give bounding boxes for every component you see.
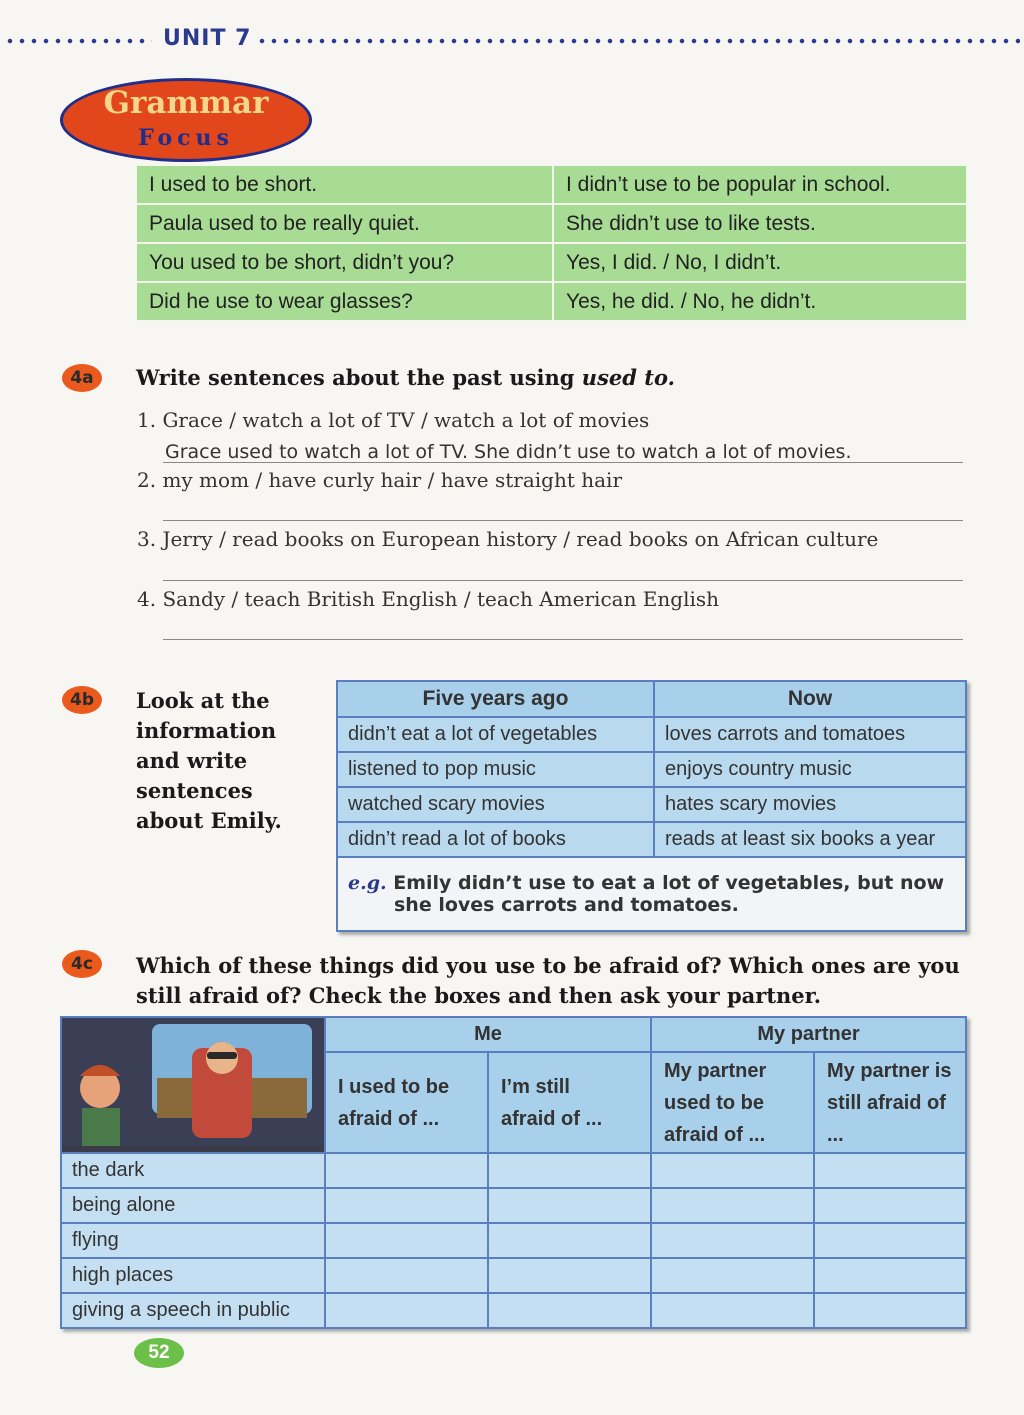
fear-label: high places [61,1258,325,1293]
example-line-2: she loves carrots and tomatoes. [394,894,739,916]
exercise-4a-answer-1: Grace used to watch a lot of TV. She didn’t use to watch a lot of movies. [165,441,852,463]
grammar-cell: I didn’t use to be popular in school. [553,165,967,204]
table-row [61,1153,966,1188]
table-row [136,204,967,243]
instruction-italic: used to. [581,365,675,390]
checkbox-cell[interactable] [325,1223,488,1258]
exercise-4a-item-4: 4. Sandy / teach British English / teach American English [137,587,720,611]
checkbox-cell[interactable] [325,1188,488,1223]
page-number: 52 [134,1338,184,1368]
table-row [337,717,966,752]
exercise-4b-badge: 4b [62,686,102,714]
exercise-4a-item-2: 2. my mom / have curly hair / have straight hair [137,468,623,492]
group-header-row [61,1017,966,1052]
col-header-used-to [325,1052,488,1153]
checkbox-cell[interactable] [814,1153,966,1188]
header-line: afraid of ... [501,1107,603,1130]
table-cell: didn’t eat a lot of vegetables [337,717,654,752]
header-dots-left [4,38,152,44]
header-line: My partner [664,1059,767,1082]
exercise-4b-instruction [136,686,282,836]
checkbox-cell[interactable] [814,1293,966,1328]
checkbox-cell[interactable] [651,1188,814,1223]
table-cell: didn’t read a lot of books [337,822,654,857]
table-cell: reads at least six books a year [654,822,966,857]
col-header-partner-used-to [651,1052,814,1153]
unit-title: UNIT 7 [163,26,252,51]
col-header-still [488,1052,651,1153]
instruction-line: still afraid of? Check the boxes and then ask your partner. [136,983,822,1008]
group-header-partner: My partner [651,1017,966,1052]
table-cell: loves carrots and tomatoes [654,717,966,752]
col-header-partner-still [814,1052,966,1153]
cartoon-icon [62,1018,324,1146]
table-row [337,822,966,857]
checkbox-cell[interactable] [325,1153,488,1188]
grammar-cell: I used to be short. [136,165,553,204]
table-row [61,1258,966,1293]
header-line: afraid of ... [664,1123,766,1146]
exercise-4a-item-3: 3. Jerry / read books on European history / read books on African culture [137,527,879,551]
header-line: used to be [664,1091,765,1114]
table-row [136,243,967,282]
checkbox-cell[interactable] [488,1223,651,1258]
grammar-cell: Did he use to wear glasses? [136,282,553,321]
table-row [337,752,966,787]
example-cell [337,857,966,931]
table-row [136,165,967,204]
answer-line-2[interactable] [163,520,963,521]
example-row [337,857,966,931]
table-cell: listened to pop music [337,752,654,787]
instruction-line: information [136,718,277,743]
fear-label: giving a speech in public [61,1293,325,1328]
instruction-line: about Emily. [136,808,282,833]
badge-grammar: Grammar [103,85,269,121]
instruction-line: Look at the [136,688,270,713]
grammar-table [135,164,968,322]
header-line: I’m still [501,1075,570,1098]
checkbox-cell[interactable] [488,1188,651,1223]
instruction-line: sentences [136,778,253,803]
checkbox-cell[interactable] [488,1153,651,1188]
header-line: My partner is [827,1059,952,1082]
example-prefix: e.g. [348,872,387,894]
checkbox-cell[interactable] [814,1223,966,1258]
header-dots-right [256,38,1020,44]
checkbox-cell[interactable] [488,1293,651,1328]
grammar-cell: You used to be short, didn’t you? [136,243,553,282]
checkbox-cell[interactable] [651,1223,814,1258]
cartoon-illustration [61,1017,325,1153]
group-header-me: Me [325,1017,651,1052]
example-line-1: Emily didn’t use to eat a lot of vegetables, but now [393,872,945,894]
header-line: afraid of ... [338,1107,440,1130]
col-header-now: Now [654,681,966,717]
instruction-line: Which of these things did you use to be afraid of? Which ones are you [136,953,960,978]
grammar-cell: Paula used to be really quiet. [136,204,553,243]
emily-table [336,680,967,932]
answer-line-4[interactable] [163,639,963,640]
header-line: still afraid of [827,1091,946,1114]
table-row [61,1223,966,1258]
header-line: I used to be [338,1075,450,1098]
checkbox-cell[interactable] [814,1258,966,1293]
instruction-line: and write [136,748,248,773]
checkbox-cell[interactable] [814,1188,966,1223]
fear-label: the dark [61,1153,325,1188]
table-row [61,1293,966,1328]
checkbox-cell[interactable] [325,1293,488,1328]
table-header-row [337,681,966,717]
instruction-text: Write sentences about the past using [136,365,575,390]
grammar-cell: Yes, I did. / No, I didn’t. [553,243,967,282]
checkbox-cell[interactable] [651,1293,814,1328]
exercise-4c-badge: 4c [62,950,102,978]
table-row [61,1188,966,1223]
answer-line-3[interactable] [163,580,963,581]
answer-line-1[interactable] [163,462,963,463]
table-row [136,282,967,321]
grammar-focus-badge [60,78,312,162]
checkbox-cell[interactable] [651,1258,814,1293]
grammar-cell: She didn’t use to like tests. [553,204,967,243]
fears-table [60,1016,967,1329]
table-row [337,787,966,822]
exercise-4a-item-1: 1. Grace / watch a lot of TV / watch a lot of movies [137,408,650,432]
checkbox-cell[interactable] [325,1258,488,1293]
fear-label: being alone [61,1188,325,1223]
exercise-4a-instruction [136,365,675,390]
badge-focus: Focus [138,125,234,151]
exercise-4a-badge: 4a [62,364,102,392]
checkbox-cell[interactable] [488,1258,651,1293]
exercise-4c-instruction [136,951,960,1011]
col-header-five-years-ago: Five years ago [337,681,654,717]
fear-label: flying [61,1223,325,1258]
table-cell: enjoys country music [654,752,966,787]
table-cell: hates scary movies [654,787,966,822]
grammar-cell: Yes, he did. / No, he didn’t. [553,282,967,321]
checkbox-cell[interactable] [651,1153,814,1188]
header-line: ... [827,1123,844,1146]
table-cell: watched scary movies [337,787,654,822]
